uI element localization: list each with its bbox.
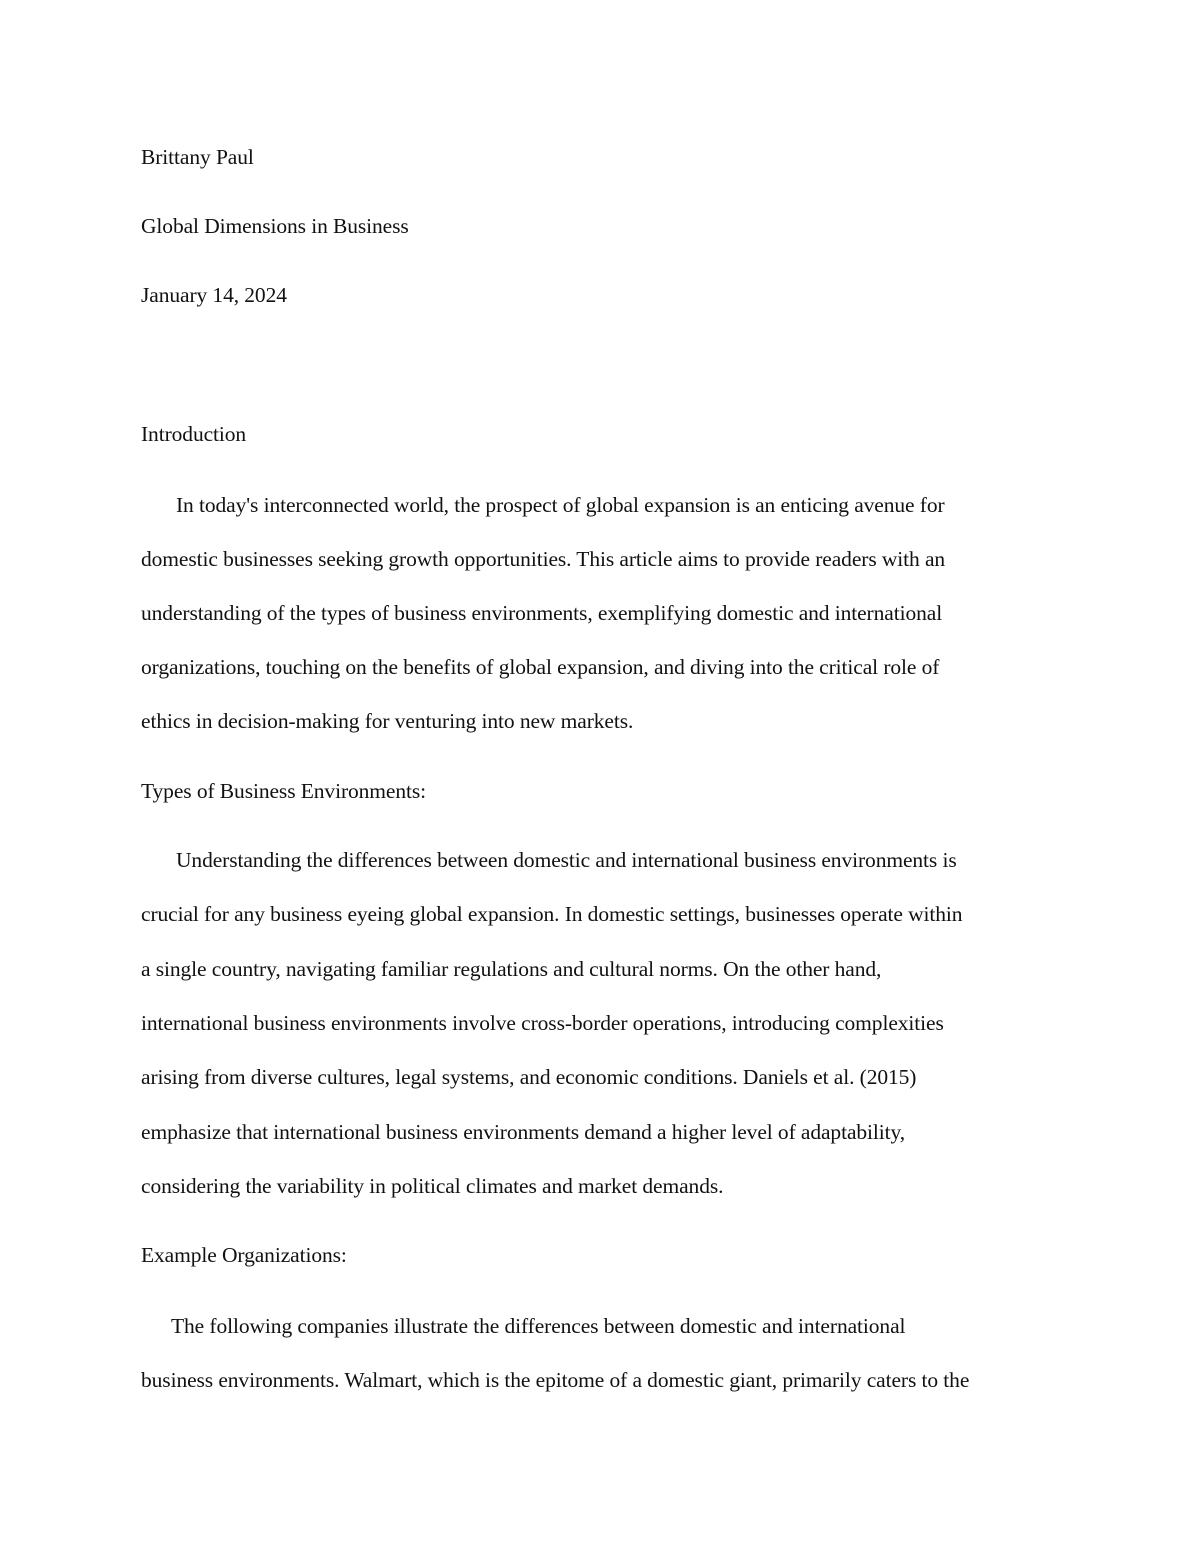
section-heading-examples: Example Organizations: (141, 1243, 347, 1267)
section-heading-types: Types of Business Environments: (141, 779, 427, 803)
paragraph-line: In today's interconnected world, the prospect of global expansion is an enticing avenue for (176, 493, 945, 517)
paragraph-line: understanding of the types of business environments, exemplifying domestic and international (141, 601, 943, 625)
section-heading-introduction: Introduction (141, 422, 247, 446)
paragraph-line: a single country, navigating familiar regulations and cultural norms. On the other hand, (141, 957, 882, 981)
paragraph-line: domestic businesses seeking growth opportunities. This article aims to provide readers with an (141, 547, 946, 571)
paragraph-line: business environments. Walmart, which is the epitome of a domestic giant, primarily caters to the (141, 1368, 970, 1392)
paragraph-line: emphasize that international business environments demand a higher level of adaptability, (141, 1120, 906, 1144)
document-date: January 14, 2024 (141, 283, 287, 307)
author-name: Brittany Paul (141, 145, 254, 169)
paragraph-line: organizations, touching on the benefits of global expansion, and diving into the critical role of (141, 655, 940, 679)
paragraph-line: arising from diverse cultures, legal systems, and economic conditions. Daniels et al. (2015) (141, 1065, 917, 1089)
course-title: Global Dimensions in Business (141, 214, 409, 238)
paragraph-line: considering the variability in political climates and market demands. (141, 1174, 724, 1198)
paragraph-line: crucial for any business eyeing global expansion. In domestic settings, businesses operate within (141, 902, 963, 926)
paragraph-line: ethics in decision-making for venturing into new markets. (141, 709, 634, 733)
paragraph-line: The following companies illustrate the differences between domestic and international (171, 1314, 906, 1338)
paragraph-line: international business environments involve cross-border operations, introducing complexities (141, 1011, 944, 1035)
paragraph-line: Understanding the differences between domestic and international business environments is (176, 848, 957, 872)
